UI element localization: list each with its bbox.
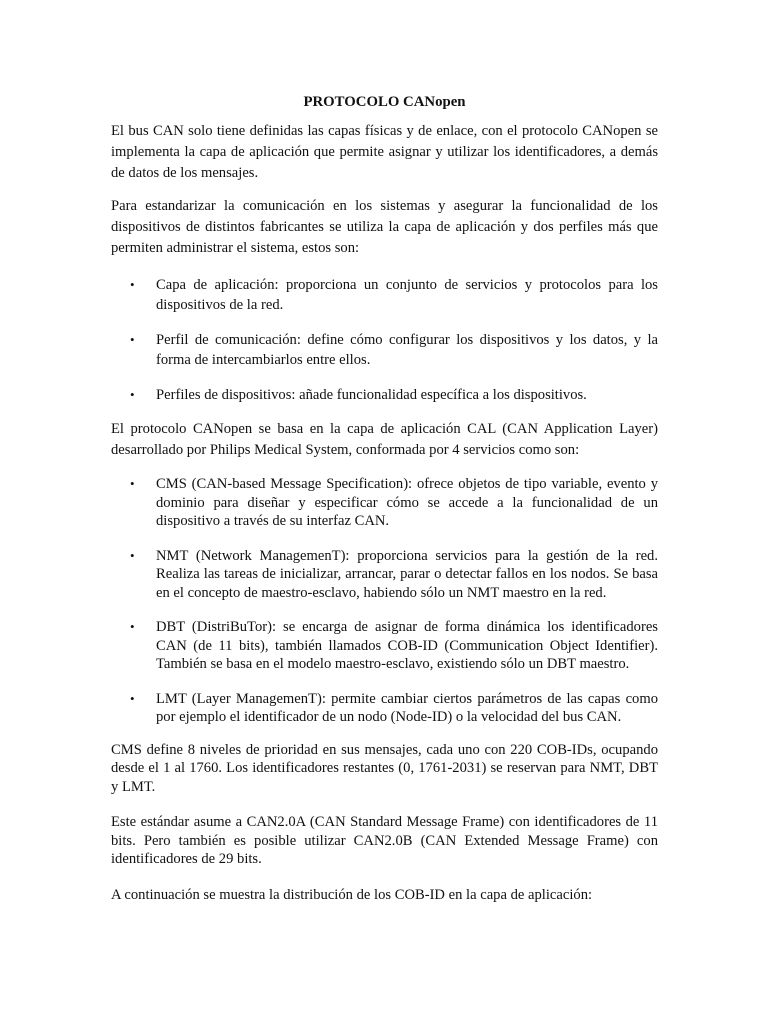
list-item [111,330,658,370]
bullet-icon: • [130,332,135,347]
list-item [111,475,658,531]
bullet-icon: • [130,690,135,706]
bullet-icon: • [130,387,135,402]
paragraph-distribution: A continuación se muestra la distribución de los COB-ID en la capa de aplicación: [111,886,593,903]
list-item [111,690,658,727]
bullet-icon: • [130,277,135,292]
list-item-text: LMT (Layer ManagemenT): permite cambiar ciertos parámetros de las capas como por ejemplo el identificador de un nodo (Node-ID) o la velocidad del bus CAN. [156,690,658,725]
list-item [111,618,658,674]
bullet-icon: • [130,476,135,491]
list-item-text: NMT (Network ManagemenT): proporciona servicios para la gestión de la red. Realiza las tareas de inicializar, arrancar, parar o detectar fallos en los nodos. Se basa en el concepto de maestro-esclavo, habiendo sólo un NMT maestro en la red. [156,547,658,601]
list-item-text: Perfiles de dispositivos: añade funcionalidad específica a los dispositivos. [156,387,587,403]
bullet-icon: • [130,547,135,563]
list-item-text: CMS (CAN-based Message Specification): ofrece objetos de tipo variable, evento y dominio para diseñar y especificar cómo se accede a la funcionalidad de un dispositivo a través de su interfaz CAN. [156,476,658,529]
list-item-text: DBT (DistriBuTor): se encarga de asignar de forma dinámica los identificadores CAN (de 11 bits), también llamados COB-ID (Communication Object Identifier). También se basa en el modelo maestro-esclavo, existiendo sólo un DBT maestro. [156,619,658,672]
list-item-text: Capa de aplicación: proporciona un conjunto de servicios y protocolos para los dispositivos de la red. [156,277,658,313]
paragraph-intro: El bus CAN solo tiene definidas las capas físicas y de enlace, con el protocolo CANopen se implementa la capa de aplicación que permite asignar y utilizar los identificadores, a demás de datos de los mensajes. [111,123,658,181]
paragraph-standard: Este estándar asume a CAN2.0A (CAN Standard Message Frame) con identificadores de 11 bits. Pero también es posible utilizar CAN2.0B (CAN Extended Message Frame) con identificadores de 29 bits. [111,814,658,867]
profiles-list [111,275,658,405]
paragraph-standardization: Para estandarizar la comunicación en los sistemas y asegurar la funcionalidad de los dispositivos de distintos fabricantes se utiliza la capa de aplicación y dos perfiles más que permiten administrar el sistema, estos son: [111,198,658,256]
list-item-text: Perfil de comunicación: define cómo configurar los dispositivos y los datos, y la forma de intercambiarlos entre ellos. [156,332,658,368]
document-page [111,92,658,921]
list-item [111,275,658,315]
list-item [111,547,658,603]
bullet-icon: • [130,619,135,634]
services-list [111,475,658,727]
list-item [111,385,658,405]
paragraph-cms-priority: CMS define 8 niveles de prioridad en sus mensajes, cada uno con 220 COB-IDs, ocupando desde el 1 al 1760. Los identificadores restantes (0, 1761-2031) se reservan para NMT, DBT y LMT. [111,741,658,795]
document-title: PROTOCOLO CANopen [303,94,466,110]
paragraph-cal: El protocolo CANopen se basa en la capa de aplicación CAL (CAN Application Layer) desarrollado por Philips Medical System, conformada por 4 servicios como son: [111,421,658,458]
